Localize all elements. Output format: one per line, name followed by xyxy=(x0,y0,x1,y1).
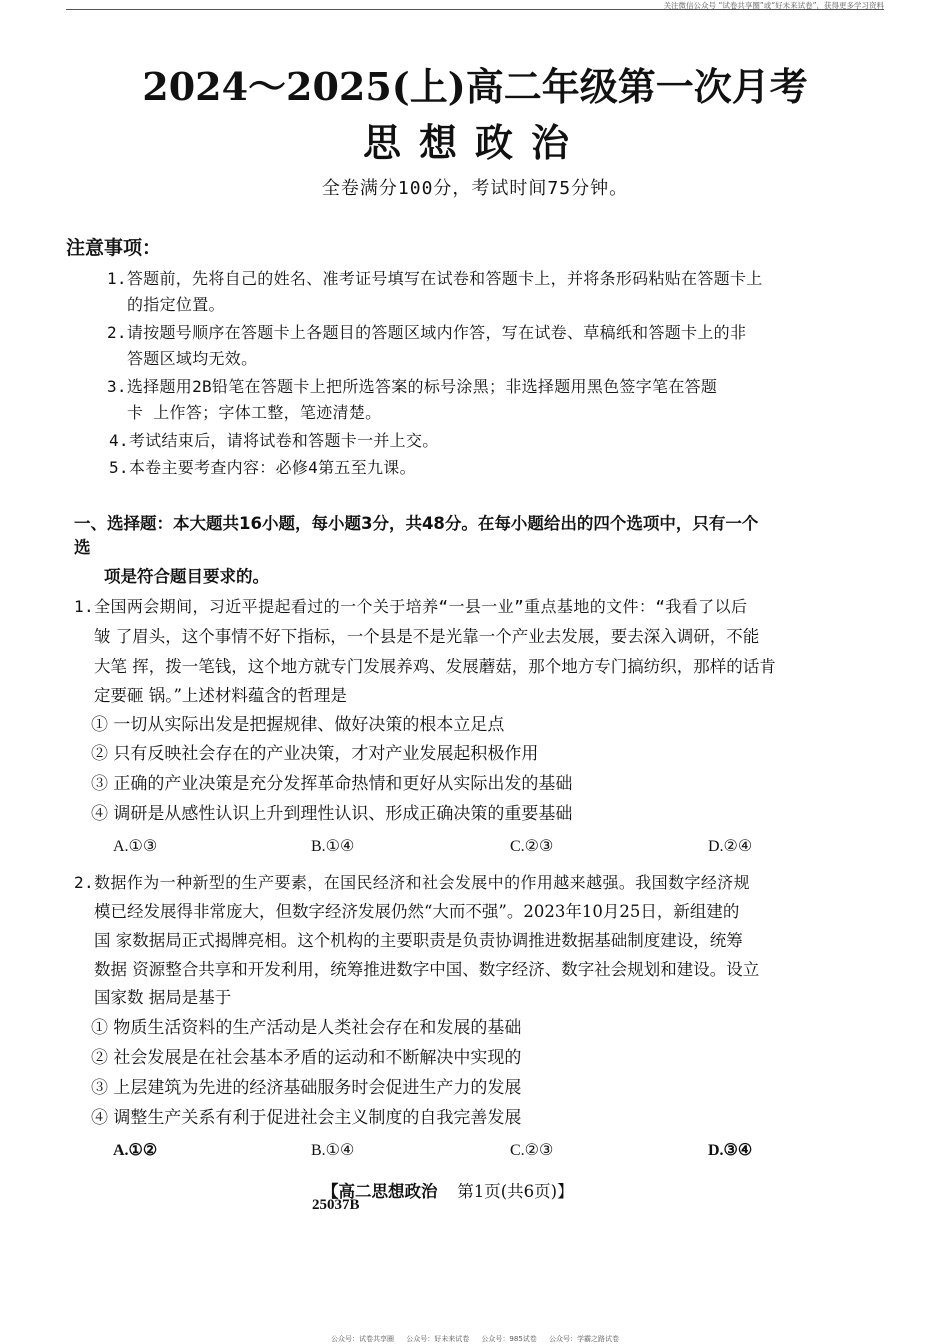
question-2-choice-b: B.①④ xyxy=(311,1142,355,1159)
question-1-stem: 皱 了眉头，这个事情不好下指标，一个县是不是光靠一个产业去发展，要去深入调研，不能 xyxy=(94,627,760,646)
note-line: 2.请按题号顺序在答题卡上各题目的答题区域内作答，写在试卷、草稿纸和答题卡上的非 xyxy=(107,323,747,342)
question-1-option: ① 一切从实际出发是把握规律、做好决策的根本立足点 xyxy=(91,715,505,735)
note-line: 5.本卷主要考查内容：必修4第五至九课。 xyxy=(109,458,416,477)
question-2-option: ④ 调整生产关系有利于促进社会主义制度的自我完善发展 xyxy=(91,1108,522,1128)
header-note: 关注微信公众号 “试卷共享圈”或“好未来试卷”，获得更多学习资料 xyxy=(663,1,884,10)
note-line: 1.答题前，先将自己的姓名、准考证号填写在试卷和答题卡上，并将条形码粘贴在答题卡上 xyxy=(107,269,763,288)
question-1-option: ③ 正确的产业决策是充分发挥革命热情和更好从实际出发的基础 xyxy=(91,774,573,794)
question-2-stem: 2.数据作为一种新型的生产要素，在国民经济和社会发展中的作用越来越强。我国数字经济规 xyxy=(74,873,751,892)
question-1-stem: 定要砸 锅。”上述材料蕴含的哲理是 xyxy=(94,686,347,705)
question-2-option: ③ 上层建筑为先进的经济基础服务时会促进生产力的发展 xyxy=(91,1078,522,1098)
section-heading xyxy=(74,512,758,560)
note-line: 答题区域均无效。 xyxy=(127,349,258,368)
note-line: 卡 上作答；字体工整，笔迹清楚。 xyxy=(127,403,382,422)
footer-label: 【高二思想政治 xyxy=(322,1182,438,1201)
footer-page-number: 第1页(共6页)】 xyxy=(457,1182,574,1201)
footer-code: 25037B xyxy=(312,1197,360,1213)
note-line: 的指定位置。 xyxy=(127,295,225,314)
question-2-option: ② 社会发展是在社会基本矛盾的运动和不断解决中实现的 xyxy=(91,1048,522,1068)
exam-title: 2024～2025(上)高二年级第一次月考 xyxy=(142,64,808,109)
note-line: 4.考试结束后，请将试卷和答题卡一并上交。 xyxy=(109,431,439,450)
question-2-option: ① 物质生活资料的生产活动是人类社会存在和发展的基础 xyxy=(91,1018,522,1038)
section-heading-line: 一、选择题：本大题共16小题，每小题3分，共48分。在每小题给出的四个选项中，只有一个 xyxy=(74,514,759,533)
question-1-choice-a: A.①③ xyxy=(113,838,158,855)
question-1-choice-d: D.②④ xyxy=(708,838,753,855)
bottom-note: 公众号：试卷共享圈 公众号：好未来试卷 公众号：985试卷 公众号：学霸之路试卷 xyxy=(330,1335,620,1343)
section-heading-cont: 项是符合题目要求的。 xyxy=(104,567,269,586)
question-2-stem: 数据 资源整合共享和开发利用，统筹推进数字中国、数字经济、数字社会规划和建设。设立 xyxy=(94,960,760,979)
question-1-choice-b: B.①④ xyxy=(311,838,355,855)
page-footer xyxy=(322,1178,574,1202)
question-2-choice-c: C.②③ xyxy=(510,1142,554,1159)
question-1-stem: 大笔 挥，拨一笔钱，这个地方就专门发展养鸡、发展蘑菇，那个地方专门搞纺织，那样的话肯 xyxy=(94,657,776,676)
note-line: 3.选择题用2B铅笔在答题卡上把所选答案的标号涂黑；非选择题用黑色签字笔在答题 xyxy=(107,377,718,396)
question-2-stem: 模已经发展得非常庞大，但数字经济发展仍然“大而不强”。2023年10月25日，新组建的 xyxy=(94,902,740,921)
exam-info: 全卷满分100分，考试时间75分钟。 xyxy=(321,178,629,199)
question-2-choice-d: D.③④ xyxy=(708,1142,753,1159)
notes-heading: 注意事项： xyxy=(66,237,162,259)
question-1-option: ② 只有反映社会存在的产业决策，才对产业发展起积极作用 xyxy=(91,744,539,764)
question-2-stem: 国家数 据局是基于 xyxy=(94,988,232,1007)
section-heading-wrap: 选 xyxy=(74,538,91,557)
question-1-option: ④ 调研是从感性认识上升到理性认识、形成正确决策的重要基础 xyxy=(91,804,573,824)
question-1-choice-c: C.②③ xyxy=(510,838,554,855)
question-2-choice-a: A.①② xyxy=(113,1142,158,1159)
question-2-stem: 国 家数据局正式揭牌亮相。这个机构的主要职责是负责协调推进数据基础制度建设，统筹 xyxy=(94,931,743,950)
subject-title: 思想政治 xyxy=(362,121,587,165)
question-1-stem: 1.全国两会期间，习近平提起看过的一个关于培养“一县一业”重点基地的文件：“我看了以后 xyxy=(74,597,748,616)
